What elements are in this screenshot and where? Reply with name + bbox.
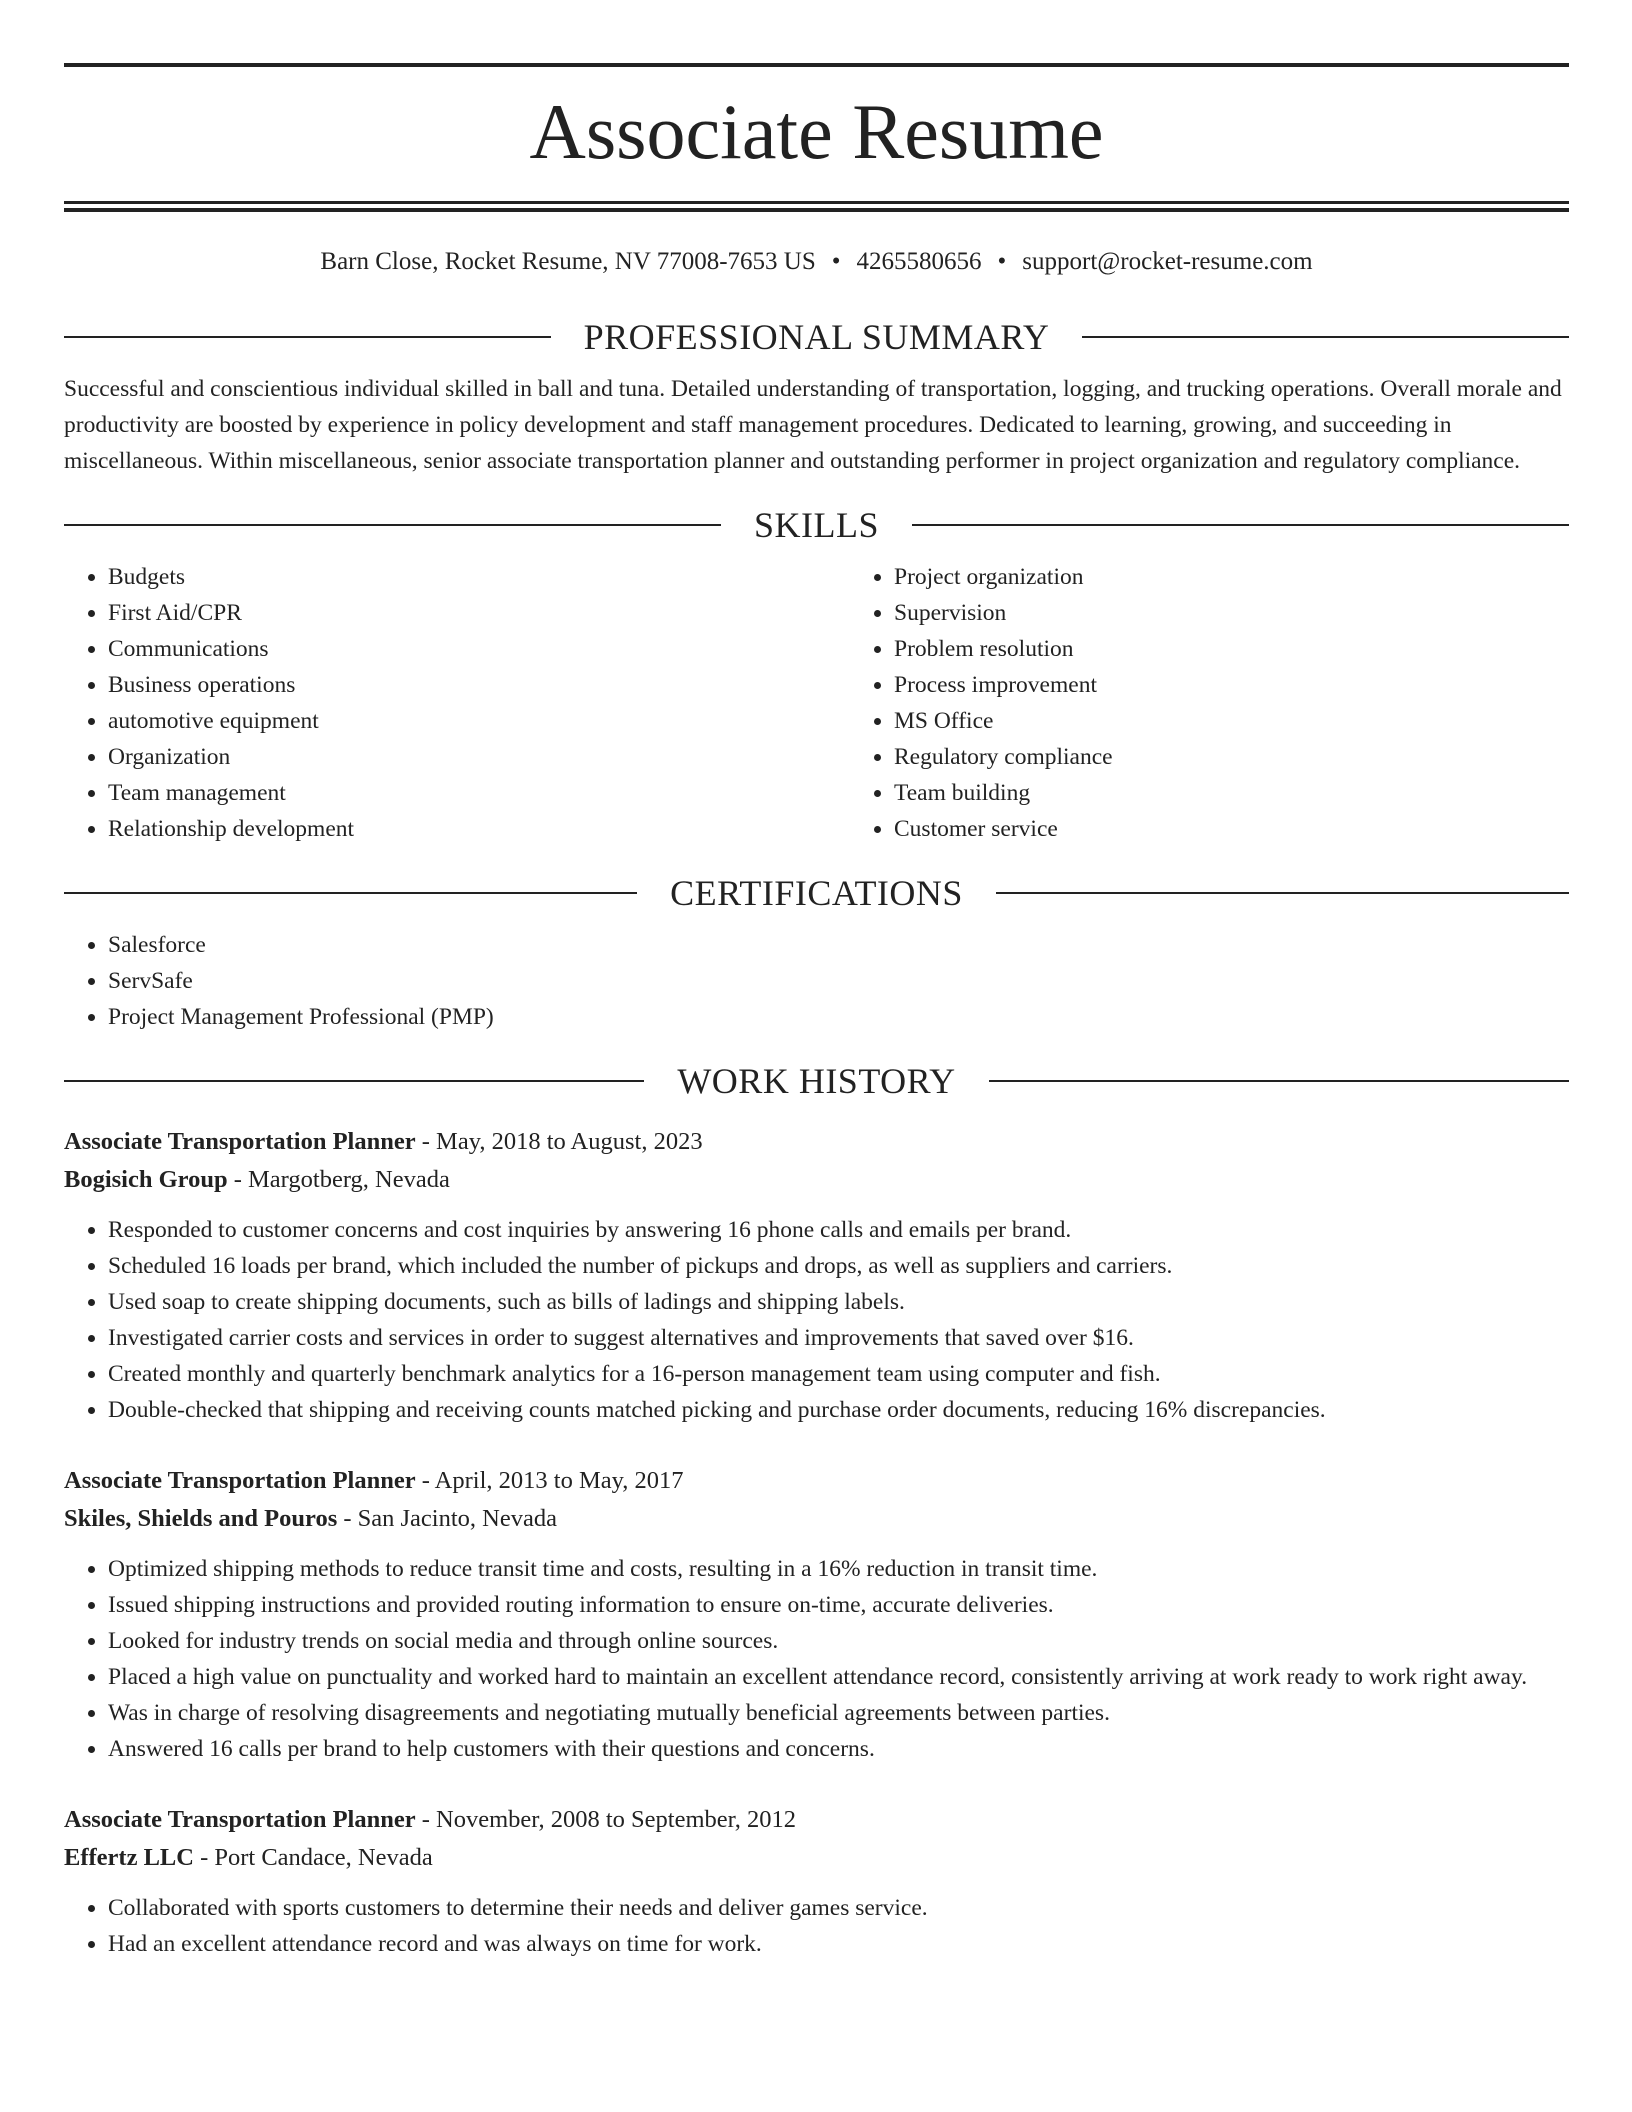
skill-item: • MS Office — [894, 703, 1569, 739]
job-company-line — [64, 1500, 1569, 1538]
job-location: - Margotberg, Nevada — [233, 1166, 450, 1193]
heading-rule-left — [64, 524, 721, 526]
skill-item: • Problem resolution — [894, 631, 1569, 667]
job-bullets — [64, 1551, 1569, 1767]
job-company-line — [64, 1161, 1569, 1199]
section-title-certifications: CERTIFICATIONS — [670, 873, 963, 913]
skill-item: • Team building — [894, 775, 1569, 811]
job-company: Bogisich Group — [64, 1166, 228, 1193]
skills-list-left — [64, 559, 850, 847]
section-title-skills: SKILLS — [754, 505, 880, 545]
job-title-line — [64, 1462, 1569, 1500]
job-entry — [64, 1123, 1569, 1428]
job-title: Associate Transportation Planner — [64, 1128, 416, 1155]
job-bullet: • Had an excellent attendance record and was always on time for work. — [108, 1926, 1569, 1962]
certification-item: • Salesforce — [108, 927, 1569, 963]
heading-rule-right — [989, 1080, 1569, 1082]
certification-item: • Project Management Professional (PMP) — [108, 999, 1569, 1035]
job-dates: - April, 2013 to May, 2017 — [421, 1467, 684, 1494]
job-company-line — [64, 1839, 1569, 1877]
job-title: Associate Transportation Planner — [64, 1467, 416, 1494]
summary-text: Successful and conscientious individual skilled in ball and tuna. Detailed understanding of transportation, logging, and trucking operations. Overall morale and productivity are boosted by experience in policy development and staff management procedures. Dedicated to learning, growing, and succeeding in miscellaneous. Within miscellaneous, senior associate transportation planner and outstanding performer in project organization and regulatory compliance. — [64, 376, 1562, 474]
job-bullet: • Double-checked that shipping and receiving counts matched picking and purchase order documents, reducing 16% discrepancies. — [108, 1392, 1569, 1428]
job-bullet: • Was in charge of resolving disagreements and negotiating mutually beneficial agreements between parties. — [108, 1695, 1569, 1731]
job-title-line — [64, 1123, 1569, 1161]
job-location: - Port Candace, Nevada — [200, 1844, 433, 1871]
skill-item: • Project organization — [894, 559, 1569, 595]
job-bullet: • Responded to customer concerns and cost inquiries by answering 16 phone calls and emails per brand. — [108, 1212, 1569, 1248]
skill-item: • Communications — [108, 631, 850, 667]
job-company: Effertz LLC — [64, 1844, 194, 1871]
skill-item: • Regulatory compliance — [894, 739, 1569, 775]
skill-item: • Relationship development — [108, 811, 850, 847]
job-bullet: • Placed a high value on punctuality and worked hard to maintain an excellent attendance record, consistently arriving at work ready to work right away. — [108, 1659, 1569, 1695]
skill-item: • First Aid/CPR — [108, 595, 850, 631]
contact-phone: 4265580656 — [856, 248, 982, 275]
contact-separator: • — [997, 248, 1007, 275]
skill-item: • Process improvement — [894, 667, 1569, 703]
section-header-certifications — [64, 871, 1569, 915]
job-title: Associate Transportation Planner — [64, 1806, 416, 1833]
job-title-line — [64, 1801, 1569, 1839]
job-location: - San Jacinto, Nevada — [343, 1505, 557, 1532]
skill-item: • Business operations — [108, 667, 850, 703]
heading-rule-left — [64, 1080, 644, 1082]
contact-email: support@rocket-resume.com — [1022, 248, 1313, 275]
title-double-rule — [64, 201, 1569, 212]
skills-list-right — [850, 559, 1569, 847]
job-bullet: • Optimized shipping methods to reduce transit time and costs, resulting in a 16% reduction in transit time. — [108, 1551, 1569, 1587]
skill-item: • Organization — [108, 739, 850, 775]
skills-columns — [64, 559, 1569, 847]
certifications-list — [64, 927, 1569, 1035]
heading-rule-left — [64, 336, 551, 338]
job-bullet: • Answered 16 calls per brand to help customers with their questions and concerns. — [108, 1731, 1569, 1767]
resume-title: Associate Resume — [529, 88, 1104, 175]
job-bullet: • Created monthly and quarterly benchmark analytics for a 16-person management team using computer and fish. — [108, 1356, 1569, 1392]
section-title-work-history: WORK HISTORY — [677, 1061, 956, 1101]
skill-item: • Supervision — [894, 595, 1569, 631]
heading-rule-left — [64, 892, 637, 894]
heading-rule-right — [1082, 336, 1569, 338]
skill-item: • Team management — [108, 775, 850, 811]
section-header-work-history — [64, 1059, 1569, 1103]
job-bullet: • Investigated carrier costs and services in order to suggest alternatives and improvements that saved over $16. — [108, 1320, 1569, 1356]
job-entry — [64, 1801, 1569, 1962]
job-dates: - November, 2008 to September, 2012 — [421, 1806, 797, 1833]
skill-item: • Budgets — [108, 559, 850, 595]
certification-item: • ServSafe — [108, 963, 1569, 999]
job-dates: - May, 2018 to August, 2023 — [421, 1128, 703, 1155]
contact-address: Barn Close, Rocket Resume, NV 77008-7653 US — [320, 248, 816, 275]
skill-item: • Customer service — [894, 811, 1569, 847]
job-bullet: • Issued shipping instructions and provided routing information to ensure on-time, accurate deliveries. — [108, 1587, 1569, 1623]
job-bullets — [64, 1890, 1569, 1962]
job-bullet: • Used soap to create shipping documents, such as bills of ladings and shipping labels. — [108, 1284, 1569, 1320]
heading-rule-right — [912, 524, 1569, 526]
job-company: Skiles, Shields and Pouros — [64, 1505, 338, 1532]
job-bullets — [64, 1212, 1569, 1428]
section-title-summary: PROFESSIONAL SUMMARY — [583, 317, 1050, 357]
contact-line — [64, 245, 1569, 279]
top-rule — [64, 63, 1569, 67]
heading-rule-right — [996, 892, 1569, 894]
job-bullet: • Looked for industry trends on social media and through online sources. — [108, 1623, 1569, 1659]
job-bullet: • Collaborated with sports customers to determine their needs and deliver games service. — [108, 1890, 1569, 1926]
section-header-summary — [64, 315, 1569, 359]
contact-separator: • — [831, 248, 841, 275]
job-entry — [64, 1462, 1569, 1767]
job-bullet: • Scheduled 16 loads per brand, which included the number of pickups and drops, as well as suppliers and carriers. — [108, 1248, 1569, 1284]
skill-item: • automotive equipment — [108, 703, 850, 739]
section-header-skills — [64, 503, 1569, 547]
